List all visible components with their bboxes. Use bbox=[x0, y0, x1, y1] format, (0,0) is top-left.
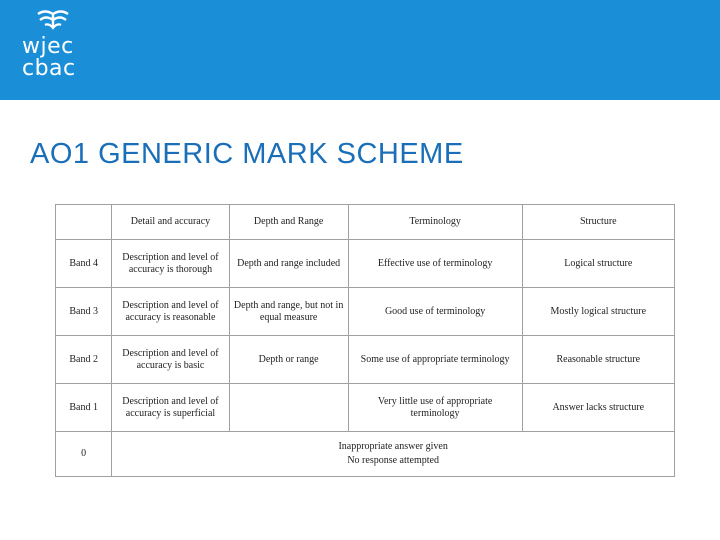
depth-cell: Depth or range bbox=[229, 336, 348, 384]
logo-line-2: cbac bbox=[22, 56, 76, 81]
zero-description bbox=[112, 432, 675, 477]
structure-cell: Answer lacks structure bbox=[522, 384, 674, 432]
detail-cell: Description and level of accuracy is thorough bbox=[112, 240, 229, 288]
wjec-cbac-logo bbox=[22, 8, 86, 88]
book-icon bbox=[36, 8, 70, 32]
terminology-cell: Effective use of terminology bbox=[348, 240, 522, 288]
band-label: Band 1 bbox=[56, 384, 112, 432]
table-row bbox=[56, 336, 675, 384]
terminology-cell: Some use of appropriate terminology bbox=[348, 336, 522, 384]
structure-cell: Reasonable structure bbox=[522, 336, 674, 384]
band-label: 0 bbox=[56, 432, 112, 477]
depth-cell: Depth and range, but not in equal measure bbox=[229, 288, 348, 336]
detail-cell: Description and level of accuracy is basic bbox=[112, 336, 229, 384]
band-label: Band 2 bbox=[56, 336, 112, 384]
structure-cell: Mostly logical structure bbox=[522, 288, 674, 336]
table-header-row bbox=[56, 205, 675, 240]
band-label: Band 4 bbox=[56, 240, 112, 288]
header-structure: Structure bbox=[522, 205, 674, 240]
mark-scheme-table bbox=[55, 204, 675, 477]
zero-line: No response attempted bbox=[347, 455, 439, 466]
detail-cell: Description and level of accuracy is superficial bbox=[112, 384, 229, 432]
terminology-cell: Good use of terminology bbox=[348, 288, 522, 336]
header-detail: Detail and accuracy bbox=[112, 205, 229, 240]
header-banner bbox=[0, 0, 720, 100]
page-title: AO1 GENERIC MARK SCHEME bbox=[30, 138, 464, 170]
zero-line: Inappropriate answer given bbox=[338, 441, 448, 452]
table-row bbox=[56, 240, 675, 288]
logo-line-1: wjec bbox=[22, 34, 74, 59]
table-row bbox=[56, 288, 675, 336]
depth-cell bbox=[229, 384, 348, 432]
header-depth: Depth and Range bbox=[229, 205, 348, 240]
table-row-zero bbox=[56, 432, 675, 477]
depth-cell: Depth and range included bbox=[229, 240, 348, 288]
logo-text bbox=[22, 36, 76, 80]
structure-cell: Logical structure bbox=[522, 240, 674, 288]
band-label: Band 3 bbox=[56, 288, 112, 336]
terminology-cell: Very little use of appropriate terminology bbox=[348, 384, 522, 432]
table-row bbox=[56, 384, 675, 432]
header-band bbox=[56, 205, 112, 240]
header-terminology: Terminology bbox=[348, 205, 522, 240]
detail-cell: Description and level of accuracy is reasonable bbox=[112, 288, 229, 336]
